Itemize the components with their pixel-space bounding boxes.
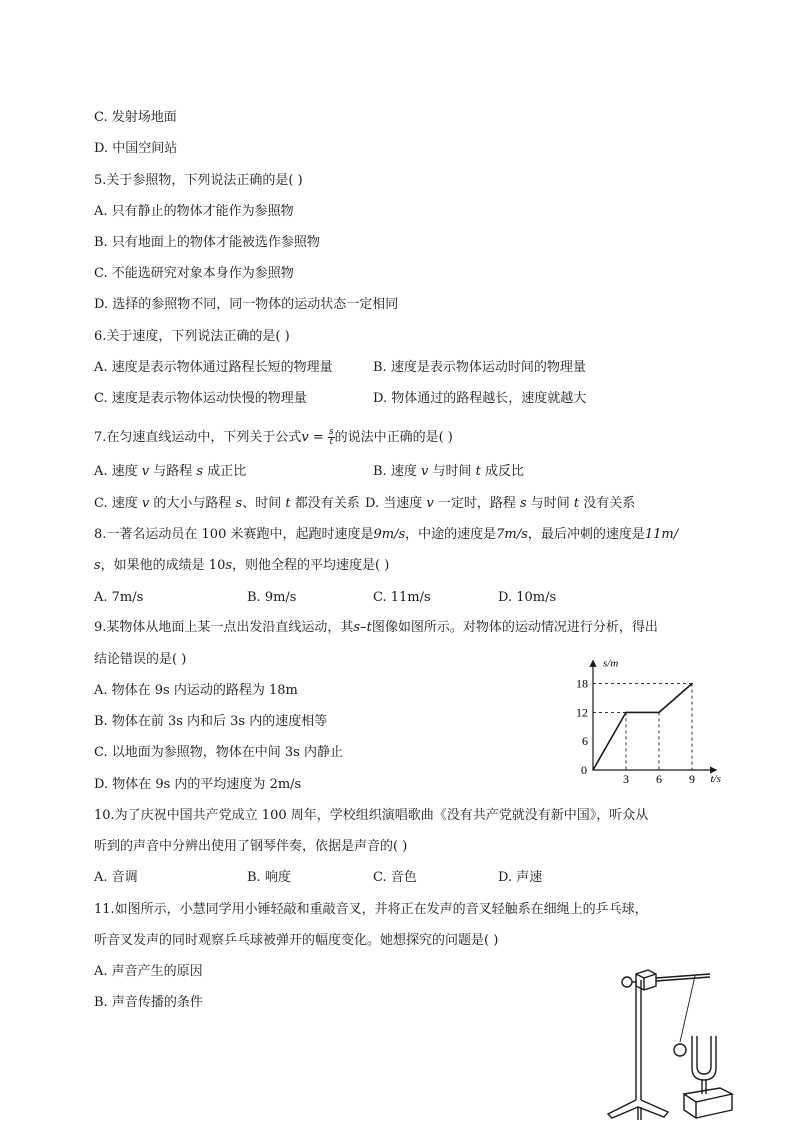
q9-graph-type: s–t — [353, 620, 372, 635]
q10-option-d: D. 声速 — [498, 870, 543, 885]
q5-option-c: C. 不能选研究对象本身作为参照物 — [94, 266, 294, 281]
q11-option-a: A. 声音产生的原因 — [94, 964, 203, 979]
q8-speed-end: 11m/ — [644, 527, 679, 542]
q7-option-c — [94, 495, 360, 513]
clamp-block — [636, 970, 656, 990]
x-tick-9: 9 — [689, 772, 695, 786]
q10-option-b: B. 响度 — [247, 870, 291, 885]
q7a-var-v: v — [141, 464, 150, 479]
ping-pong-ball — [674, 1044, 686, 1056]
q5-option-b: B. 只有地面上的物体才能被选作参照物 — [94, 235, 320, 250]
q6-option-c: C. 速度是表示物体运动快慢的物理量 — [94, 391, 307, 406]
q7c-text-3: 、时间 — [242, 496, 286, 511]
q7d-var-v: v — [426, 496, 434, 511]
q8-unit-seconds: s — [225, 558, 233, 573]
q8-option-c: C. 11m/s — [373, 590, 431, 605]
data-point-2 — [658, 712, 660, 714]
q8-option-a: A. 7m/s — [94, 590, 144, 605]
x-tick-6: 6 — [656, 772, 662, 786]
q8-text-1: 8.一著名运动员在 100 米赛跑中，起跑时速度是 — [94, 527, 374, 542]
q7a-text-1: A. 速度 — [94, 464, 142, 479]
q8-option-d: D. 10m/s — [498, 590, 557, 605]
q7-stem-post: 的说法中正确的是( ) — [334, 430, 453, 445]
question-10-stem-line-2: 听到的声音中分辨出使用了钢琴伴奏，依据是声音的( ) — [94, 839, 408, 854]
q7b-var-v: v — [420, 464, 429, 479]
q10-option-a: A. 音调 — [94, 870, 138, 885]
origin-label: 0 — [581, 763, 587, 777]
q8-text-5: ，则他全程的平均速度是( ) — [232, 558, 390, 573]
q9-text-2: 图像如图所示。对物体的运动情况进行分析，得出 — [371, 620, 658, 635]
thread — [680, 976, 695, 1042]
q5-option-a: A. 只有静止的物体才能作为参照物 — [94, 204, 294, 219]
q7c-var-t: t — [285, 496, 291, 511]
question-11-stem-line-2: 听音叉发声的同时观察乒乓球被弹开的幅度变化。她想探究的问题是( ) — [94, 933, 499, 948]
q7d-text-2: 一定时，路程 — [433, 496, 520, 511]
q9-option-d: D. 物体在 9s 内的平均速度为 2m/s — [94, 777, 302, 792]
question-11-stem-line-1: 11.如图所示，小慧同学用小锤轻敲和重敲音叉，并将正在发声的音叉轻触系在细绳上的乒乓球， — [94, 902, 648, 917]
q7d-text-3: 与时间 — [526, 496, 574, 511]
q7-formula-numerator: s — [328, 427, 334, 437]
q7c-var-s: s — [235, 496, 243, 511]
q6-option-a: A. 速度是表示物体通过路程长短的物理量 — [94, 360, 333, 375]
tuning-fork-base — [684, 1088, 732, 1118]
question-10-stem-line-1: 10.为了庆祝中国共产党成立 100 周年，学校组织演唱歌曲《没有共产党就没有新中国》，听众从 — [94, 808, 649, 823]
q8-text-4: ，如果他的成绩是 10 — [100, 558, 226, 573]
q8-text-2: ，中途的速度是 — [405, 527, 497, 542]
question-7-stem — [94, 428, 453, 447]
q7-formula-v: v — [301, 430, 309, 445]
question-9-stem-line-1 — [94, 619, 658, 637]
q8-unit-s: s — [94, 558, 101, 573]
q9-text-1: 9.某物体从地面上某一点出发沿直线运动，其 — [94, 620, 354, 635]
data-point-0 — [592, 769, 594, 771]
q8-speed-mid: 7m/s — [496, 527, 528, 542]
clamp-knob — [622, 977, 632, 987]
x-tick-3: 3 — [623, 772, 629, 786]
q9-option-a: A. 物体在 9s 内运动的路程为 18m — [94, 683, 298, 698]
y-axis-label: s/m — [603, 657, 619, 670]
q8-option-b: B. 9m/s — [247, 590, 297, 605]
q7-formula-fraction — [328, 428, 335, 447]
q7-option-d — [365, 495, 635, 513]
q7-option-b — [373, 463, 524, 481]
data-point-1 — [625, 712, 627, 714]
question-8-stem-line-2 — [94, 557, 389, 575]
data-series-line — [593, 684, 692, 770]
q7c-var-v: v — [141, 496, 150, 511]
q7-formula-denominator: t — [329, 437, 334, 447]
q7d-var-t: t — [573, 496, 580, 511]
tuning-fork — [692, 1036, 716, 1080]
option-c-prev: C. 发射场地面 — [94, 110, 177, 125]
q7d-var-s: s — [519, 496, 527, 511]
q7c-text-4: 都没有关系 — [290, 496, 360, 511]
q7c-text-2: 的大小与路程 — [149, 496, 236, 511]
q7a-text-3: 成正比 — [203, 464, 247, 479]
q7-formula-eq: = — [308, 430, 328, 445]
question-6-stem: 6.关于速度，下列说法正确的是( ) — [94, 329, 290, 344]
x-axis-label: t/s — [710, 773, 721, 785]
q7d-text-1: D. 当速度 — [365, 496, 427, 511]
question-5-stem: 5.关于参照物，下列说法正确的是( ) — [94, 173, 303, 188]
q7b-text-2: 与时间 — [428, 464, 476, 479]
q9-option-c: C. 以地面为参照物，物体在中间 3s 内静止 — [94, 745, 343, 760]
q7a-var-s: s — [196, 464, 204, 479]
y-tick-18: 18 — [576, 676, 588, 691]
q7-option-a — [94, 463, 246, 481]
y-tick-12: 12 — [576, 705, 588, 720]
s-t-graph — [565, 645, 735, 795]
horizontal-arm — [656, 974, 710, 981]
option-d-prev: D. 中国空间站 — [94, 141, 178, 156]
q10-option-c: C. 音色 — [373, 870, 417, 885]
q11-option-b: B. 声音传播的条件 — [94, 995, 203, 1010]
q7-stem-pre: 7.在匀速直线运动中，下列关于公式 — [94, 430, 302, 445]
tuning-fork-apparatus-illustration — [600, 962, 750, 1122]
question-9-stem-line-2: 结论错误的是( ) — [94, 652, 187, 667]
q8-text-3: ，最后冲刺的速度是 — [527, 527, 645, 542]
q7b-var-t: t — [475, 464, 481, 479]
y-tick-6: 6 — [582, 734, 588, 749]
q8-speed-start: 9m/s — [373, 527, 406, 542]
q5-option-d: D. 选择的参照物不同，同一物体的运动状态一定相同 — [94, 297, 399, 312]
q7c-text-1: C. 速度 — [94, 496, 142, 511]
data-point-3 — [691, 683, 693, 685]
stand-base-leg — [638, 1107, 641, 1120]
q7a-text-2: 与路程 — [149, 464, 197, 479]
question-8-stem-line-1 — [94, 526, 678, 544]
q6-option-b: B. 速度是表示物体运动时间的物理量 — [373, 360, 586, 375]
q9-option-b: B. 物体在前 3s 内和后 3s 内的速度相等 — [94, 714, 328, 729]
q7b-text-1: B. 速度 — [373, 464, 421, 479]
stand-pole — [636, 980, 641, 1100]
q7b-text-3: 成反比 — [480, 464, 524, 479]
q7d-text-4: 没有关系 — [579, 496, 636, 511]
q6-option-d: D. 物体通过的路程越长，速度就越大 — [373, 391, 587, 406]
